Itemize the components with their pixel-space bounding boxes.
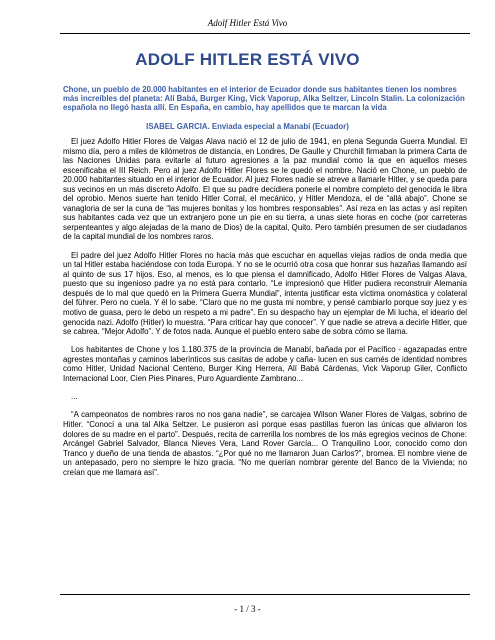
- body-paragraph: El juez Adolfo Hitler Flores de Valgas Alava nació el 12 de julio de 1941, en plena Segunda Guerra Mundial. El mismo día, pero a miles de kilómetros de distancia, en Londres, De Gaulle y Churchill firmaban la primera Carta de las Naciones Unidas para evitarle al futuro agresiones a la paz mundial como la que en aquellos meses escenificaba el III Reich. Pero al juez Adolfo Hitler Flores se le quedó el nombre. Nació en Chone, un pueblo de 20.000 habitantes situado en el interior de Ecuador. Al juez Flores nadie se atreve a llamarle Hitler, y se queda para sus vecinos en un más discreto Adolfo. El que su padre decidiera ponerle el nombre completo del genocida le libra del oprobio. Menos suerte han tenido Hitler Corral, el mecánico, y Hitler Mendoza, el de “allá abajo”. Chone se vanagloria de ser la cuna de “las mujeres bonitas y los hombres responsables”. Así reza en las actas y así repiten sus habitantes cada vez que un extranjero pone un pie en su tierra, a unas siete horas en coche (por carreteras serpenteantes y algo alejadas de la mano de Dios) de la capital, Quito. Pero también presumen de ser ciudadanos de la capital mundial de los nombres raros.: [63, 137, 467, 242]
- running-header: Adolf Hitler Está Vivo: [207, 18, 288, 28]
- article-byline: ISABEL GARCIA. Enviada especial a Manabí (Ecuador): [146, 122, 349, 131]
- article-title: ADOLF HITLER ESTÁ VIVO: [135, 50, 360, 69]
- body-paragraph: El padre del juez Adolfo Hitler Flores no hacía más que escuchar en aquellas viejas radios de onda media que un tal Hitler estaba haciéndose con toda Europa. Y no se le ocurrió otra cosa que honrar sus hazañas llamando así al quinto de sus 17 hijos. Eso, al menos, es lo que piensa el damnificado, Adolfo Hitler Flores de Valgas Alava, puesto que su ingenioso padre ya no está para contarlo. “Le impresionó que Hitler pudiera reconstruir Alemania después de lo mal que quedó en la Primera Guerra Mundial”, intenta justificar esta víctima onomástica y colateral del führer. Pero no cuela. Y él lo sabe. “Claro que no me gusta mi nombre, y pensé cambiarlo porque soy juez y es motivo de guasa, pero le debo un respeto a mi padre”. En su despacho hay un ejemplar de Mi lucha, el ideario del genocida nazi. Adolfo (Hitler) lo muestra. “Para criticar hay que conocer”. Y que nadie se atreva a decirle Hitler, que se cabrea. “Mejor Adolfo”. Y de fotos nada. Aunque el pueblo entero sabe de sobra cómo se llama.: [63, 250, 467, 337]
- article-lead: Chone, un pueblo de 20.000 habitantes en el interior de Ecuador donde sus habitantes tienen los nombres más increíbles del planeta: Alí Babá, Burger King, Vick Vaporup, Alka Seltzer, Lincoln Stalin. La colonización española no llegó hasta allí. En España, en cambio, hay apellidos que te marcan la vida: [63, 85, 465, 113]
- body-ellipsis: ...: [71, 392, 78, 402]
- article-body: [63, 137, 467, 486]
- body-paragraph: Los habitantes de Chone y los 1.180.375 de la provincia de Manabí, bañada por el Pacífico - agazapadas entre agrestes montañas y caminos laberínticos sus casitas de adobe y caña- lucen en sus carnés de identidad nombres como Hitler, Unidad Nacional Centeno, Burger King Herrera, Alí Babá Cárdenas, Vick Vaporup Giler, Conflicto Internacional Loor, Cien Pies Pinares, Puro Aguardiente Zambrano...: [63, 345, 467, 383]
- body-paragraph: “A campeonatos de nombres raros no nos gana nadie”, se carcajea Wilson Waner Flores de Valgas, sobrino de Hitler. “Conocí a una tal Alka Seltzer. Le pusieron así porque esas pastillas fueron las únicas que aliviaron los dolores de su madre en el parto”. Después, recita de carrerilla los nombres de los más egregios vecinos de Chone: Arcángel Gabriel Salvador, Blanca Nieves Vera, Land Rover García... O Tranquilino Loor, conocido como don Tranco y dueño de una tienda de abastos. “¿Por qué no me llamaron Juan Carlos?”, bromea. El nombre viene de un antepasado, pero no siempre le hizo gracia. “No me querían nombrar gerente del Banco de la Vivienda; no creían que me llamara así”.: [63, 410, 467, 477]
- page-number: - 1 / 3 -: [234, 604, 261, 614]
- header-rule: [60, 33, 470, 34]
- footer-rule: [60, 594, 470, 595]
